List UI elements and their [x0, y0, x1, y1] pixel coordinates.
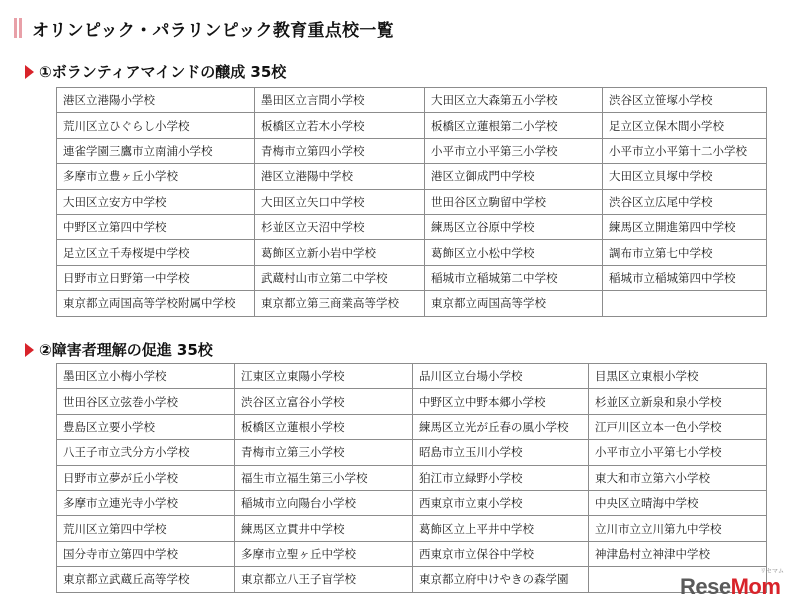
school-cell: 東京都立八王子盲学校	[235, 567, 413, 592]
school-cell: 東京都立第三商業高等学校	[255, 291, 425, 316]
school-cell: 中央区立晴海中学校	[589, 490, 767, 515]
school-cell: 武蔵村山市立第二中学校	[255, 265, 425, 290]
school-cell: 中野区立第四中学校	[57, 214, 255, 239]
school-cell: 東京都立両国高等学校附属中学校	[57, 291, 255, 316]
school-cell: 大田区立貝塚中学校	[603, 164, 767, 189]
school-cell: 板橋区立若木小学校	[255, 113, 425, 138]
table-row	[57, 567, 767, 592]
school-cell: 多摩市立豊ヶ丘小学校	[57, 164, 255, 189]
section2-school-table	[56, 363, 767, 593]
school-cell: 港区立港陽中学校	[255, 164, 425, 189]
table-row	[57, 138, 767, 163]
school-cell: 葛飾区立上平井中学校	[413, 516, 589, 541]
school-cell: 小平市立小平第七小学校	[589, 440, 767, 465]
school-cell: 大田区立大森第五小学校	[425, 88, 603, 113]
school-cell: 東大和市立第六小学校	[589, 465, 767, 490]
triangle-arrow-icon	[25, 65, 34, 79]
table-row	[57, 389, 767, 414]
table-row	[57, 465, 767, 490]
school-cell: 西東京市立東小学校	[413, 490, 589, 515]
table-row	[57, 291, 767, 316]
table-row	[57, 164, 767, 189]
table-row	[57, 214, 767, 239]
school-cell: 昭島市立玉川小学校	[413, 440, 589, 465]
school-cell: 板橋区立蓮根小学校	[235, 414, 413, 439]
school-cell: 墨田区立言問小学校	[255, 88, 425, 113]
school-cell: 江東区立東陽小学校	[235, 364, 413, 389]
section2-heading	[25, 339, 213, 360]
page-title: オリンピック・パラリンピック教育重点校一覧	[32, 20, 394, 41]
table-row	[57, 113, 767, 138]
school-cell: 調布市立第七中学校	[603, 240, 767, 265]
school-cell: 品川区立台場小学校	[413, 364, 589, 389]
school-cell: 東京都立両国高等学校	[425, 291, 603, 316]
school-cell: 荒川区立第四中学校	[57, 516, 235, 541]
school-cell: 墨田区立小梅小学校	[57, 364, 235, 389]
section1-heading	[25, 61, 286, 82]
school-cell: 世田谷区立駒留中学校	[425, 189, 603, 214]
school-cell: 国分寺市立第四中学校	[57, 541, 235, 566]
table-row	[57, 364, 767, 389]
school-cell: 世田谷区立弦巻小学校	[57, 389, 235, 414]
section1-school-table	[56, 87, 767, 317]
school-cell: 東京都立武蔵丘高等学校	[57, 567, 235, 592]
school-cell: 練馬区立光が丘春の風小学校	[413, 414, 589, 439]
page-title-bar	[14, 17, 394, 39]
logo-text-b: Mom	[730, 574, 781, 599]
school-cell: 多摩市立連光寺小学校	[57, 490, 235, 515]
title-mark-icon	[14, 18, 24, 38]
school-cell: 八王子市立弐分方小学校	[57, 440, 235, 465]
table-row	[57, 490, 767, 515]
school-cell: 江戸川区立本一色小学校	[589, 414, 767, 439]
school-cell: 港区立港陽小学校	[57, 88, 255, 113]
school-cell: 葛飾区立小松中学校	[425, 240, 603, 265]
school-cell: 大田区立安方中学校	[57, 189, 255, 214]
school-cell: 渋谷区立広尾中学校	[603, 189, 767, 214]
school-cell: 日野市立夢が丘小学校	[57, 465, 235, 490]
school-cell: 連雀学園三鷹市立南浦小学校	[57, 138, 255, 163]
school-cell: 多摩市立聖ヶ丘中学校	[235, 541, 413, 566]
school-cell: 渋谷区立富谷小学校	[235, 389, 413, 414]
table-row	[57, 240, 767, 265]
school-cell: 青梅市立第四小学校	[255, 138, 425, 163]
table-row	[57, 265, 767, 290]
school-cell: 大田区立矢口中学校	[255, 189, 425, 214]
school-cell: 足立区立千寿桜堤中学校	[57, 240, 255, 265]
school-cell: 福生市立福生第三小学校	[235, 465, 413, 490]
logo-subtext: リセマム	[760, 568, 784, 575]
school-cell: 練馬区立谷原中学校	[425, 214, 603, 239]
school-cell: 荒川区立ひぐらし小学校	[57, 113, 255, 138]
school-cell: 練馬区立貫井中学校	[235, 516, 413, 541]
school-cell: 中野区立中野本郷小学校	[413, 389, 589, 414]
section2-heading-text: ②障害者理解の促進 35校	[39, 341, 213, 359]
school-cell: 豊島区立要小学校	[57, 414, 235, 439]
school-cell: 東京都立府中けやきの森学園	[413, 567, 589, 592]
school-cell: 小平市立小平第十二小学校	[603, 138, 767, 163]
school-cell: 板橋区立蓮根第二小学校	[425, 113, 603, 138]
table-row	[57, 440, 767, 465]
triangle-arrow-icon	[25, 343, 34, 357]
school-cell: 神津島村立神津中学校	[589, 541, 767, 566]
school-cell: 青梅市立第三小学校	[235, 440, 413, 465]
school-cell: 稲城市立稲城第四中学校	[603, 265, 767, 290]
school-cell: 港区立御成門中学校	[425, 164, 603, 189]
school-cell: 足立区立保木間小学校	[603, 113, 767, 138]
logo-text-a: Rese	[680, 574, 731, 599]
school-cell: 立川市立立川第九中学校	[589, 516, 767, 541]
table-row	[57, 541, 767, 566]
school-cell: 杉並区立天沼中学校	[255, 214, 425, 239]
school-cell: 日野市立日野第一中学校	[57, 265, 255, 290]
school-cell: 葛飾区立新小岩中学校	[255, 240, 425, 265]
table-row	[57, 414, 767, 439]
table-row	[57, 88, 767, 113]
table-row	[57, 516, 767, 541]
school-cell: 小平市立小平第三小学校	[425, 138, 603, 163]
section1-heading-text: ①ボランティアマインドの醸成 35校	[39, 63, 287, 81]
school-cell: 稲城市立向陽台小学校	[235, 490, 413, 515]
school-cell: 狛江市立緑野小学校	[413, 465, 589, 490]
school-cell: 目黒区立東根小学校	[589, 364, 767, 389]
school-cell: 渋谷区立笹塚小学校	[603, 88, 767, 113]
school-cell	[603, 291, 767, 316]
school-cell: 杉並区立新泉和泉小学校	[589, 389, 767, 414]
school-cell: 練馬区立開進第四中学校	[603, 214, 767, 239]
resemom-logo	[680, 574, 780, 600]
school-cell: 西東京市立保谷中学校	[413, 541, 589, 566]
table-row	[57, 189, 767, 214]
school-cell: 稲城市立稲城第二中学校	[425, 265, 603, 290]
